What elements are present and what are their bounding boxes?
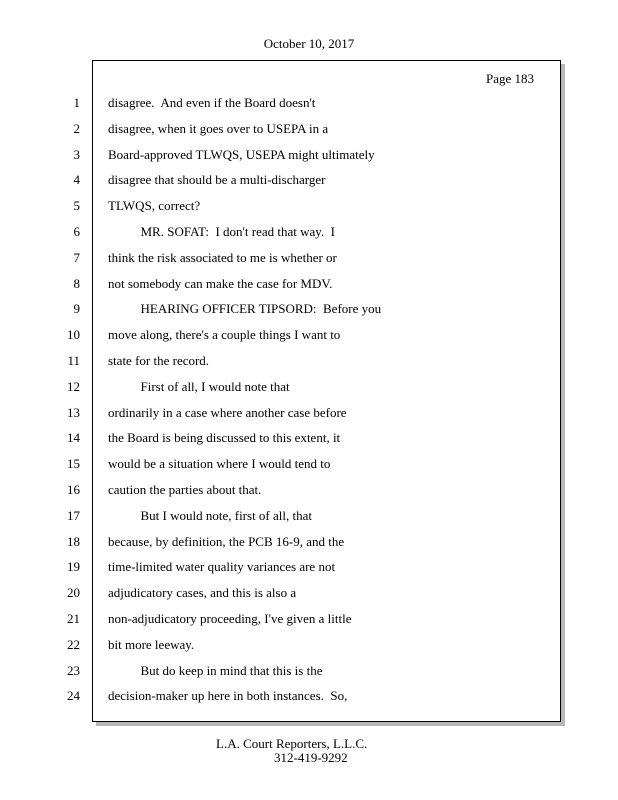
- line-text: bit more leeway.: [108, 636, 195, 652]
- line-number: 21: [67, 610, 80, 626]
- line-number: 13: [67, 404, 80, 420]
- line-number: 18: [67, 533, 80, 549]
- line-number: 9: [73, 301, 80, 317]
- line-text: move along, there's a couple things I want to: [108, 327, 341, 343]
- line-number: 3: [73, 146, 80, 162]
- line-number: 2: [73, 120, 80, 136]
- line-text: the Board is being discussed to this extent, it: [108, 430, 341, 446]
- transcript-line: [0, 632, 618, 658]
- line-text: not somebody can make the case for MDV.: [108, 275, 333, 291]
- line-number: 12: [67, 378, 80, 394]
- transcript-line: [0, 580, 618, 606]
- line-number: 11: [67, 352, 80, 368]
- line-text: But do keep in mind that this is the: [108, 662, 323, 678]
- transcript-line: [0, 142, 618, 168]
- line-number: 14: [67, 430, 80, 446]
- line-number: 22: [67, 636, 80, 652]
- transcript-line: [0, 245, 618, 271]
- line-text: because, by definition, the PCB 16-9, and the: [108, 533, 345, 549]
- line-text: would be a situation where I would tend to: [108, 456, 331, 472]
- line-text: time-limited water quality variances are not: [108, 559, 336, 575]
- line-number: 8: [73, 275, 80, 291]
- line-text: state for the record.: [108, 352, 210, 368]
- transcript-line: [0, 529, 618, 555]
- line-number: 16: [67, 481, 80, 497]
- line-number: 19: [67, 559, 80, 575]
- line-text: adjudicatory cases, and this is also a: [108, 585, 297, 601]
- line-text: Board-approved TLWQS, USEPA might ultimately: [108, 146, 375, 162]
- line-number: 4: [73, 172, 80, 188]
- line-text: disagree that should be a multi-discharger: [108, 172, 326, 188]
- transcript-line: [0, 167, 618, 193]
- transcript-line: [0, 374, 618, 400]
- reporter-company: L.A. Court Reporters, L.L.C.: [216, 736, 368, 751]
- line-number: 24: [67, 688, 80, 704]
- line-text: MR. SOFAT: I don't read that way. I: [108, 223, 336, 239]
- transcript-lines: [0, 90, 618, 709]
- line-text: think the risk associated to me is whether or: [108, 249, 337, 265]
- transcript-line: [0, 193, 618, 219]
- line-number: 20: [67, 585, 80, 601]
- transcript-line: [0, 219, 618, 245]
- transcript-line: [0, 425, 618, 451]
- line-number: 5: [73, 198, 80, 214]
- line-text: disagree. And even if the Board doesn't: [108, 95, 316, 110]
- line-number: 1: [73, 95, 80, 110]
- transcript-date: October 10, 2017: [263, 36, 355, 51]
- transcript-line: [0, 477, 618, 503]
- transcript-line: [0, 90, 618, 116]
- line-text: non-adjudicatory proceeding, I've given a little: [108, 610, 352, 626]
- transcript-line: [0, 348, 618, 374]
- transcript-line: [0, 658, 618, 684]
- page-number: Page 183: [486, 71, 535, 86]
- line-number: 10: [67, 327, 80, 343]
- transcript-line: [0, 451, 618, 477]
- line-text: ordinarily in a case where another case before: [108, 404, 347, 420]
- transcript-line: [0, 271, 618, 297]
- transcript-line: [0, 503, 618, 529]
- transcript-line: [0, 116, 618, 142]
- line-text: caution the parties about that.: [108, 481, 262, 497]
- transcript-line: [0, 400, 618, 426]
- line-text: HEARING OFFICER TIPSORD: Before you: [108, 301, 382, 317]
- line-number: 7: [73, 249, 80, 265]
- line-text: But I would note, first of all, that: [108, 507, 313, 523]
- transcript-line: [0, 322, 618, 348]
- line-number: 6: [73, 223, 80, 239]
- line-number: 17: [67, 507, 80, 523]
- transcript-line: [0, 296, 618, 322]
- line-text: First of all, I would note that: [108, 378, 290, 394]
- line-text: decision-maker up here in both instances. So,: [108, 688, 348, 704]
- line-number: 23: [67, 662, 80, 678]
- line-number: 15: [67, 456, 80, 472]
- transcript-line: [0, 554, 618, 580]
- transcript-line: [0, 606, 618, 632]
- line-text: TLWQS, correct?: [108, 198, 201, 214]
- reporter-phone: 312-419-9292: [274, 750, 348, 765]
- line-text: disagree, when it goes over to USEPA in a: [108, 120, 329, 136]
- transcript-line: [0, 683, 618, 709]
